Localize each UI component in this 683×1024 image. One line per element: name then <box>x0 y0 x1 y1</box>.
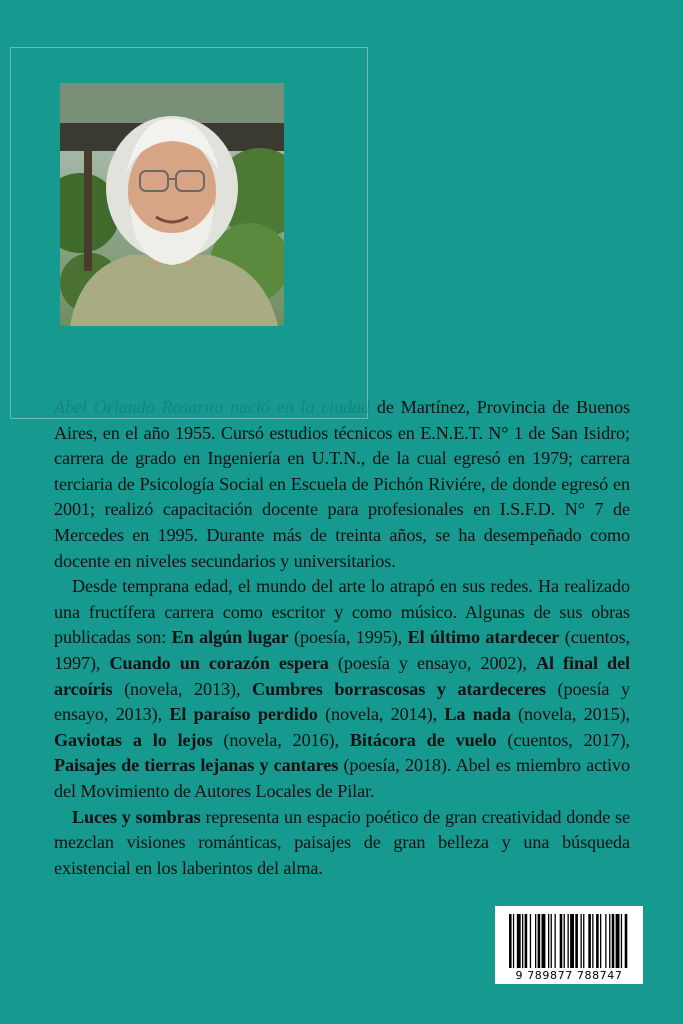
work-title: La nada <box>444 704 511 725</box>
bio-paragraph-3-text: representa un espacio poético de gran creatividad donde se mezclan visiones románticas, paisajes de gran belleza y una búsqueda existencial en los laberintos del alma. <box>54 806 630 878</box>
barcode-bar <box>522 914 523 968</box>
barcode-bar <box>517 914 521 968</box>
bio-faded-opening: Abel Orlando Rosarito nació en la ciudad <box>54 397 371 417</box>
barcode-bar <box>513 914 514 968</box>
book-title: Luces y sombras <box>72 806 201 827</box>
bio-paragraph-1 <box>54 395 630 574</box>
barcode-bar <box>625 914 628 968</box>
work-detail: (poesía y ensayo, 2013), <box>54 678 630 725</box>
author-biography <box>54 395 630 881</box>
barcode-bar <box>568 914 569 968</box>
work-title: Gaviotas a lo lejos <box>54 729 213 750</box>
work-title: En algún lugar <box>171 627 289 648</box>
bio-paragraph-2-intro: Desde temprana edad, el mundo del arte lo atrapó en sus redes. Ha realizado una fructífera carrera como escritor y como músico. Algunas de sus obras publicadas son: <box>54 576 630 648</box>
barcode-bar <box>548 914 549 968</box>
barcode-bar <box>525 914 528 968</box>
barcode-bar <box>583 914 584 968</box>
bio-paragraph-3 <box>54 805 630 882</box>
work-title: Al final del arcoíris <box>54 652 630 699</box>
barcode-bar <box>581 914 582 968</box>
work-detail: (poesía, 2018). <box>338 755 456 776</box>
work-detail: (novela, 2013), <box>112 678 253 699</box>
barcode-bar <box>555 914 556 968</box>
author-portrait-illustration <box>60 83 284 326</box>
barcode-bar <box>616 914 620 968</box>
work-title: Bitácora de vuelo <box>349 729 497 750</box>
work-detail: (novela, 2015), <box>510 704 630 725</box>
barcode-bar <box>560 914 563 968</box>
barcode-bar <box>600 914 601 968</box>
barcode-bar <box>564 914 565 968</box>
barcode-bar <box>592 914 593 968</box>
barcode-bar <box>551 914 552 968</box>
barcode-bar <box>575 914 578 968</box>
bio-paragraph-2 <box>54 574 630 804</box>
barcode-bar <box>530 914 531 968</box>
author-photo <box>60 83 284 326</box>
work-title: El paraíso perdido <box>169 704 318 725</box>
work-detail: (poesía, 1995), <box>288 627 408 648</box>
barcode-bar <box>605 914 606 968</box>
work-detail: (novela, 2014), <box>317 704 445 725</box>
barcode-bar <box>588 914 591 968</box>
barcode-bar <box>596 914 599 968</box>
barcode-bar <box>538 914 541 968</box>
work-title: Paisajes de tierras lejanas y cantares <box>54 755 339 776</box>
work-detail: (cuentos, 2017), <box>496 729 630 750</box>
work-title: El último atardecer <box>407 627 560 648</box>
work-detail: (poesía y ensayo, 2002), <box>328 652 536 673</box>
barcode-bar <box>535 914 536 968</box>
barcode-bar <box>542 914 546 968</box>
work-detail: (cuentos, 1997), <box>54 627 630 673</box>
isbn-barcode <box>495 906 643 984</box>
bio-paragraph-2-end: Abel es miembro activo del Movimiento de Autores Locales de Pilar. <box>54 755 631 801</box>
barcode-digits: 9 789877 788747 <box>515 969 623 982</box>
work-title: Cuando un corazón espera <box>109 652 329 673</box>
work-title: Cumbres borrascosas y atardeceres <box>252 678 546 699</box>
barcode-bar <box>621 914 622 968</box>
work-detail: (novela, 2016), <box>212 729 350 750</box>
barcode-bar <box>609 914 610 968</box>
barcode-bar <box>509 914 512 968</box>
barcode-bar <box>612 914 615 968</box>
barcode-bar <box>570 914 574 968</box>
bio-paragraph-1-text: de Martínez, Provincia de Buenos Aires, en el año 1955. Cursó estudios técnicos en E.N.E.T. N° 1 de San Isidro; carrera de grado en Ingeniería en U.T.N., de la cual egresó en 1979; carrera terciaria de Psicología Social en Escuela de Pichón Riviére, de donde egresó en 2001; realizó capacitación docente para profesionales en I.S.F.D. N° 7 de Mercedes en 1995. Durante más de treinta años, se ha desempeñado como docente en niveles secundarios y universitarios. <box>54 397 631 571</box>
